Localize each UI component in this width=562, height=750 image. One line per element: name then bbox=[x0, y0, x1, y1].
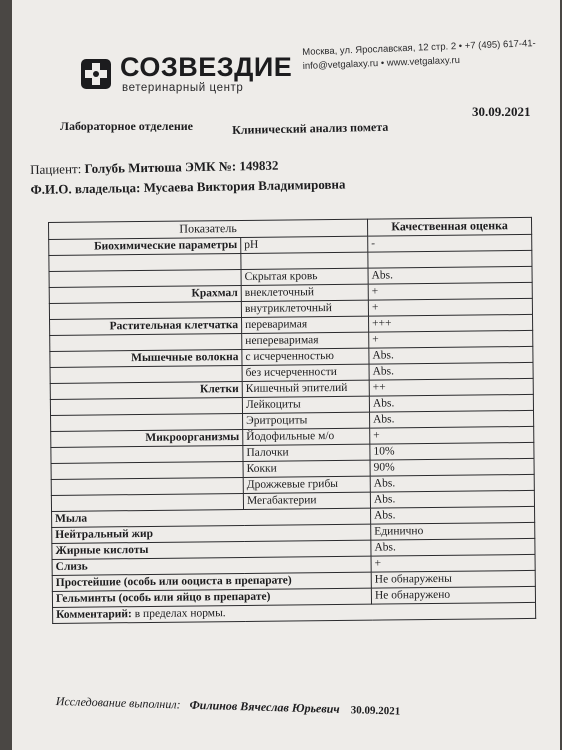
param-cell: Кишечный эпителий bbox=[242, 380, 369, 397]
clinic-logo-icon bbox=[78, 56, 114, 92]
param-cell: Дрожжевые грибы bbox=[243, 476, 370, 493]
col-indicator-header: Показатель bbox=[49, 219, 368, 239]
clinic-contacts bbox=[302, 36, 560, 74]
comment-value: в пределах нормы. bbox=[134, 607, 226, 621]
document-page bbox=[12, 0, 560, 750]
param-cell: pH bbox=[241, 236, 368, 253]
clinic-email: info@vetgalaxy.ru • www.vetgalaxy.ru bbox=[302, 54, 461, 72]
comment-label: Комментарий: bbox=[56, 608, 132, 621]
clinic-address: Москва, ул. Ярославская, 12 стр. 2 • +7 (495) 617-41- bbox=[302, 38, 536, 58]
value-cell: Abs. bbox=[371, 506, 535, 524]
value-cell: Abs. bbox=[369, 394, 533, 412]
value-cell: - bbox=[368, 234, 532, 252]
param-cell: непереваримая bbox=[242, 332, 369, 349]
group-cell: Биохимические параметры bbox=[49, 237, 241, 255]
results-table bbox=[48, 217, 536, 624]
param-cell: без исчерченности bbox=[242, 364, 369, 381]
wide-label-cell: Слизь bbox=[52, 556, 371, 575]
value-cell: Abs. bbox=[368, 266, 532, 284]
report-date: 30.09.2021 bbox=[472, 104, 531, 119]
param-cell: Эритроциты bbox=[243, 412, 370, 429]
owner-line bbox=[30, 174, 345, 199]
param-cell: внеклеточный bbox=[241, 284, 368, 301]
wide-label-cell: Гельминты (особь или яйцо в препарате) bbox=[52, 588, 371, 607]
patient-info bbox=[30, 155, 346, 200]
value-cell: Не обнаружены bbox=[371, 570, 535, 588]
group-cell: Клетки bbox=[50, 381, 242, 399]
value-cell: Abs. bbox=[370, 410, 534, 428]
value-cell: +++ bbox=[369, 314, 533, 332]
param-cell: Кокки bbox=[243, 460, 370, 477]
value-cell: Единично bbox=[371, 522, 535, 540]
report-title: Клинический анализ помета bbox=[232, 119, 389, 137]
clinic-logo bbox=[78, 52, 293, 96]
group-cell: Растительная клетчатка bbox=[50, 317, 242, 335]
group-cell: Мышечные волокна bbox=[50, 349, 242, 367]
value-cell: Abs. bbox=[370, 490, 534, 508]
value-cell: Не обнаружено bbox=[371, 586, 535, 604]
wide-label-cell: Нейтральный жир bbox=[52, 524, 371, 543]
value-cell: Abs. bbox=[370, 474, 534, 492]
group-cell: Микроорганизмы bbox=[51, 429, 243, 447]
param-cell: Палочки bbox=[243, 444, 370, 461]
value-cell: Abs. bbox=[371, 538, 535, 556]
patient-value: Голубь Митюша ЭМК №: 149832 bbox=[84, 157, 279, 177]
signature-label: Исследование выполнил: bbox=[55, 694, 181, 712]
value-cell: Abs. bbox=[369, 362, 533, 380]
wide-label-cell: Мыла bbox=[52, 508, 371, 527]
results-table-wrap bbox=[48, 217, 536, 624]
param-cell: внутриклеточный bbox=[241, 300, 368, 317]
param-cell: Йодофильные м/о bbox=[243, 428, 370, 445]
group-cell: Крахмал bbox=[49, 285, 241, 303]
param-cell: переваримая bbox=[242, 316, 369, 333]
value-cell: + bbox=[370, 426, 534, 444]
value-cell: 90% bbox=[370, 458, 534, 476]
owner-label: Ф.И.О. владельца: bbox=[30, 180, 141, 197]
param-cell: Скрытая кровь bbox=[241, 268, 368, 285]
value-cell: + bbox=[371, 554, 535, 572]
param-cell: Мегабактерии bbox=[243, 492, 370, 509]
department-label: Лабораторное отделение bbox=[60, 119, 193, 133]
owner-value: Мусаева Виктория Владимировна bbox=[143, 176, 346, 196]
value-cell: ++ bbox=[369, 378, 533, 396]
value-cell: + bbox=[368, 298, 532, 316]
col-result-header: Качественная оценка bbox=[367, 217, 531, 236]
value-cell: 10% bbox=[370, 442, 534, 460]
clinic-subtitle: ветеринарный центр bbox=[122, 82, 244, 94]
wide-label-cell: Жирные кислоты bbox=[52, 540, 371, 559]
value-cell: + bbox=[368, 282, 532, 300]
value-cell bbox=[368, 250, 532, 268]
signature-name: Филинов Вячеслав Юрьевич bbox=[189, 697, 340, 716]
patient-label: Пациент: bbox=[30, 161, 82, 177]
param-cell: с исчерченностью bbox=[242, 348, 369, 365]
signature-line bbox=[56, 694, 401, 719]
signature-date: 30.09.2021 bbox=[350, 704, 401, 718]
param-cell bbox=[241, 252, 368, 269]
clinic-name: СОЗВЕЗДИЕ bbox=[120, 52, 293, 82]
value-cell: + bbox=[369, 330, 533, 348]
value-cell: Abs. bbox=[369, 346, 533, 364]
wide-label-cell: Простейшие (особь или ооциста в препарате) bbox=[52, 572, 371, 591]
param-cell: Лейкоциты bbox=[242, 396, 369, 413]
